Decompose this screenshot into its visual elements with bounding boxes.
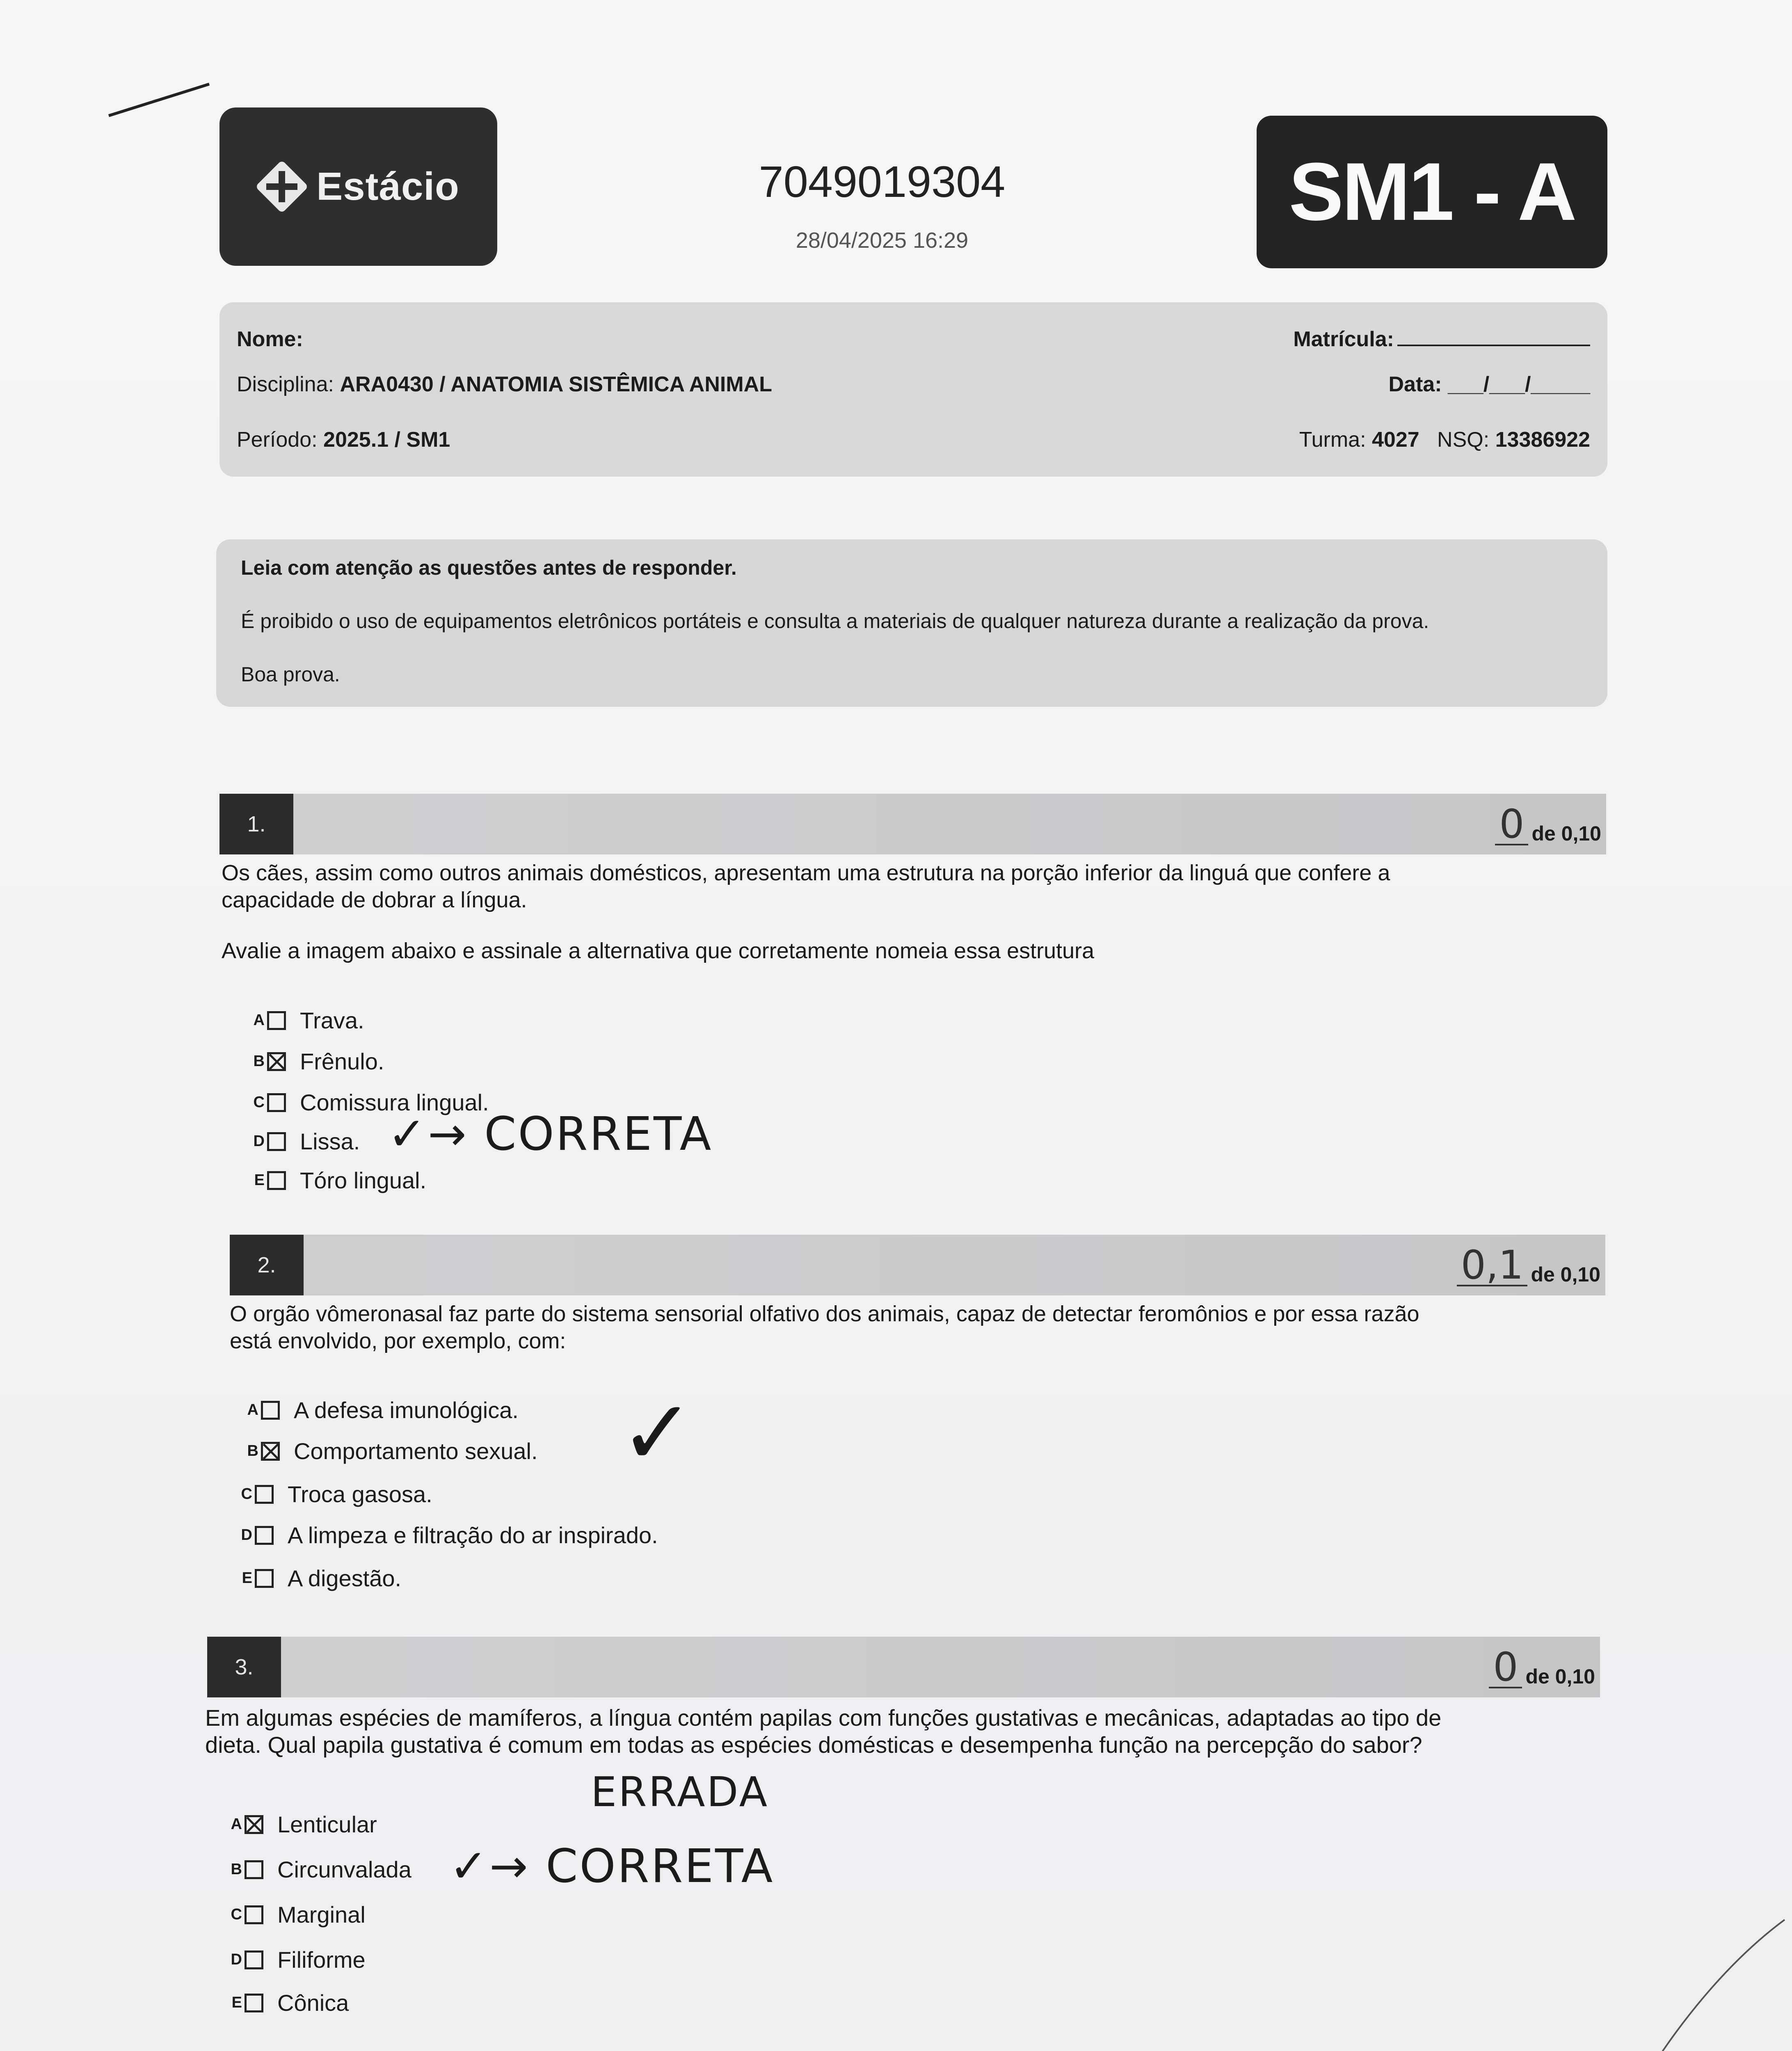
- q1-option-d[interactable]: D Lissa.: [253, 1128, 360, 1154]
- q2-option-e[interactable]: E A digestão.: [242, 1565, 402, 1591]
- handwritten-correction: ✓→ CORRETA: [388, 1108, 713, 1161]
- q3-option-d[interactable]: D Filiforme: [231, 1947, 366, 1973]
- question-number: 1.: [219, 794, 293, 854]
- question-number: 3.: [207, 1637, 281, 1697]
- instruction-line-2: É proibido o uso de equipamentos eletrônicos portáteis e consulta a materiais de qualquer natureza durante a realização da prova.: [241, 610, 1429, 633]
- q2-option-d[interactable]: D A limpeza e filtração do ar inspirado.: [241, 1522, 658, 1548]
- nsq-label: NSQ:: [1437, 428, 1490, 452]
- handwritten-checkmark: ✓: [619, 1380, 697, 1485]
- q3-option-a[interactable]: A Lenticular: [231, 1811, 377, 1837]
- disciplina-value: ARA0430 / ANATOMIA SISTÊMICA ANIMAL: [340, 372, 772, 396]
- nsq-value: 13386922: [1495, 428, 1590, 452]
- turma-value: 4027: [1372, 428, 1419, 452]
- handwritten-grade: 0: [1495, 804, 1528, 845]
- page-curve-line: [1535, 1920, 1785, 2051]
- handwritten-errada: ERRADA: [591, 1768, 769, 1816]
- exam-version-badge: SM1 - A: [1257, 116, 1607, 268]
- periodo-value: 2025.1 / SM1: [323, 428, 450, 452]
- data-value: ___/___/_____: [1447, 372, 1590, 396]
- matricula-label: Matrícula:: [1293, 327, 1394, 351]
- turma-label: Turma:: [1299, 428, 1366, 452]
- q1-option-e[interactable]: E Tóro lingual.: [254, 1167, 427, 1193]
- q2-option-c[interactable]: C Troca gasosa.: [241, 1481, 432, 1507]
- q3-option-c[interactable]: C Marginal: [231, 1902, 366, 1928]
- question-2-text: O orgão vômeronasal faz parte do sistema sensorial olfativo dos animais, capaz de detectar feromônios e por essa razão está envolvido, por exemplo, com:: [230, 1302, 1419, 1353]
- q3-option-e[interactable]: E Cônica: [231, 1990, 349, 2016]
- logo-text: Estácio: [316, 164, 459, 208]
- periodo-label: Período:: [237, 428, 318, 452]
- handwritten-grade: 0: [1489, 1647, 1522, 1688]
- data-label: Data:: [1388, 372, 1442, 396]
- handwritten-grade: 0,1: [1457, 1245, 1528, 1286]
- instruction-line-3: Boa prova.: [241, 663, 340, 686]
- document-date: 28/04/2025 16:29: [795, 228, 969, 253]
- question-score: 0,1 de 0,10: [1457, 1245, 1600, 1286]
- pen-mark: [109, 84, 209, 116]
- question-score: 0 de 0,10: [1495, 804, 1601, 845]
- q2-option-b[interactable]: B Comportamento sexual.: [247, 1438, 538, 1464]
- q1-option-b[interactable]: B Frênulo.: [253, 1048, 384, 1074]
- question-3-text: Em algumas espécies de mamíferos, a língua contém papilas com funções gustativas e mecânicas, adaptadas ao tipo de dieta. Qual papila gustativa é comum em todas as espécies domésticas e desempenha função na percepção do sabor?: [205, 1705, 1442, 1758]
- handwritten-correction: ✓→ CORRETA: [449, 1840, 775, 1893]
- question-1-text: Os cães, assim como outros animais domésticos, apresentam uma estrutura na porção inferior da linguá que confere a capacidade de dobrar a língua. Avalie a imagem abaixo e assinale a alternativa que corretamente nomeia essa estrutura: [222, 861, 1390, 963]
- q1-option-c[interactable]: C Comissura lingual.: [253, 1089, 489, 1115]
- q1-option-a[interactable]: A Trava.: [253, 1007, 364, 1033]
- disciplina-label: Disciplina:: [237, 372, 334, 396]
- instruction-line-1: Leia com atenção as questões antes de responder.: [241, 556, 737, 579]
- q3-option-b[interactable]: B Circunvalada: [231, 1857, 411, 1882]
- question-number: 2.: [230, 1235, 304, 1295]
- q2-option-a[interactable]: A A defesa imunológica.: [247, 1397, 519, 1423]
- nome-label: Nome:: [237, 327, 303, 351]
- document-id: 7049019304: [759, 157, 1006, 206]
- question-score: 0 de 0,10: [1489, 1647, 1595, 1688]
